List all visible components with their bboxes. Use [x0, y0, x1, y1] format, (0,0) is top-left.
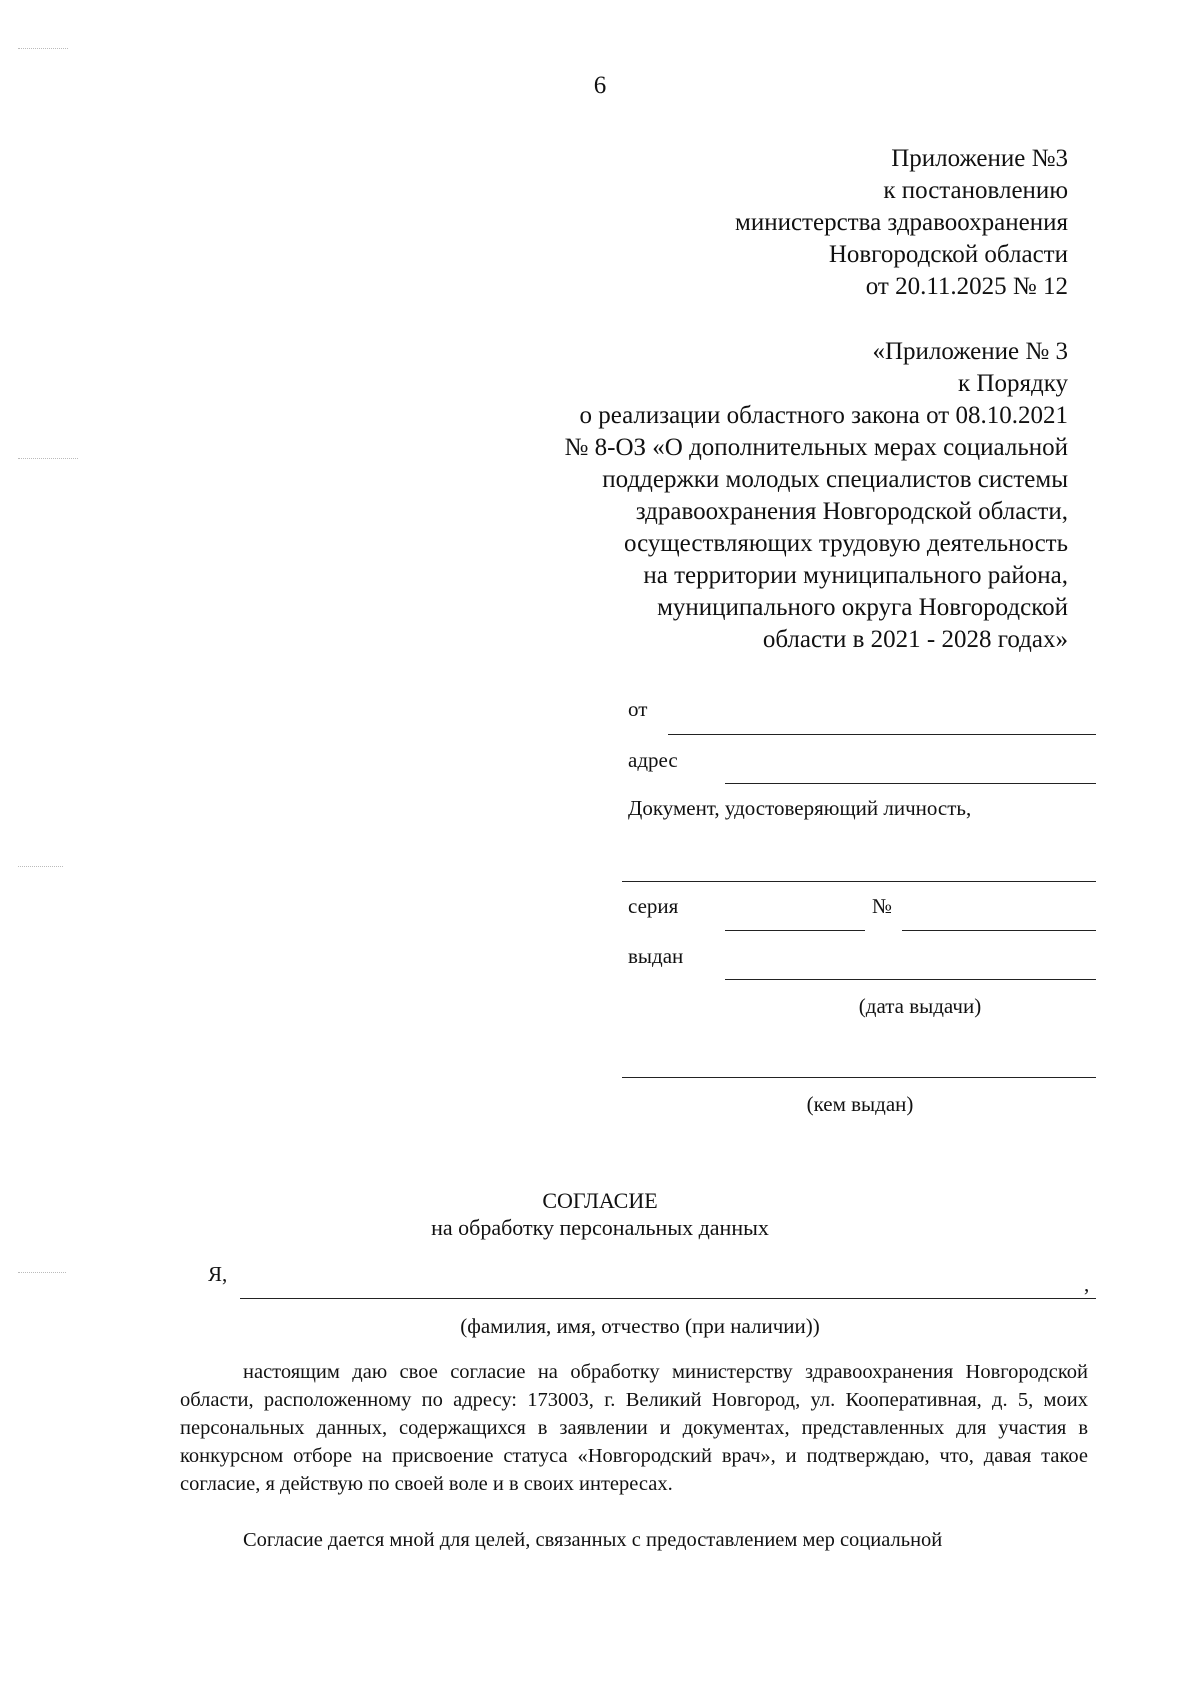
appendix-header-line: Приложение №3 — [891, 145, 1068, 172]
from-field-line[interactable] — [668, 734, 1096, 735]
i-label: Я, — [208, 1262, 228, 1286]
appendix-header — [735, 143, 1068, 303]
consent-paragraph-1: настоящим даю свое согласие на обработку министерству здравоохранения Новгородской области, расположенному по адресу: 173003, г. Великий Новгород, ул. Кооперативная, д. 5, моих персональных данных, содержащихся в заявлении и документах, представленных для участия в конкурсном отборе на присвоение статуса «Новгородский врач», и подтверждаю, что, давая такое согласие, я действую по своей воле и в своих интересах. — [180, 1361, 1088, 1495]
id-document-field-line[interactable] — [622, 881, 1096, 882]
appendix-header-line: Новгородской области — [828, 241, 1068, 268]
address-label: адрес — [628, 748, 678, 772]
issued-label: выдан — [628, 944, 684, 968]
procedure-header-line: поддержки молодых специалистов системы — [602, 466, 1068, 493]
issue-date-caption: (дата выдачи) — [858, 994, 982, 1018]
consent-subtitle: на обработку персональных данных — [431, 1215, 769, 1240]
issued-field-line[interactable] — [725, 979, 1096, 980]
number-field-line[interactable] — [902, 930, 1096, 931]
page-number: 6 — [593, 72, 607, 99]
address-field-line[interactable] — [725, 783, 1096, 784]
issued-by-field-line[interactable] — [622, 1077, 1096, 1078]
from-label: от — [628, 697, 648, 721]
series-label: серия — [628, 894, 679, 918]
appendix-header-line: к постановлению — [883, 177, 1068, 204]
procedure-header-line: № 8-ОЗ «О дополнительных мерах социальной — [564, 434, 1068, 461]
scan-speck — [18, 458, 78, 459]
id-document-label: Документ, удостоверяющий личность, — [628, 796, 972, 820]
issued-by-caption: (кем выдан) — [806, 1092, 914, 1116]
consent-paragraph-2: Согласие дается мной для целей, связанных с предоставлением мер социальной — [243, 1529, 943, 1551]
procedure-header-line: осуществляющих трудовую деятельность — [624, 530, 1068, 557]
procedure-header-line: муниципального округа Новгородской — [657, 594, 1068, 621]
procedure-header — [565, 336, 1068, 656]
series-field-line[interactable] — [725, 930, 865, 931]
appendix-header-line: министерства здравоохранения — [735, 209, 1068, 236]
procedure-header-line: здравоохранения Новгородской области, — [635, 498, 1068, 525]
full-name-field-line[interactable] — [240, 1298, 1096, 1299]
procedure-header-line: о реализации областного закона от 08.10.2021 — [579, 402, 1068, 429]
procedure-header-line: «Приложение № 3 — [872, 338, 1068, 365]
consent-title: СОГЛАСИЕ — [542, 1188, 658, 1213]
comma-mark: , — [1084, 1272, 1090, 1296]
full-name-caption: (фамилия, имя, отчество (при наличии)) — [460, 1314, 820, 1338]
scan-speck — [18, 48, 68, 49]
scan-speck — [18, 1272, 66, 1273]
procedure-header-line: к Порядку — [958, 370, 1068, 397]
procedure-header-line: области в 2021 - 2028 годах» — [762, 626, 1068, 653]
scan-speck — [18, 866, 63, 867]
number-label: № — [872, 894, 893, 918]
procedure-header-line: на территории муниципального района, — [643, 562, 1068, 589]
appendix-header-line: от 20.11.2025 № 12 — [865, 273, 1068, 300]
